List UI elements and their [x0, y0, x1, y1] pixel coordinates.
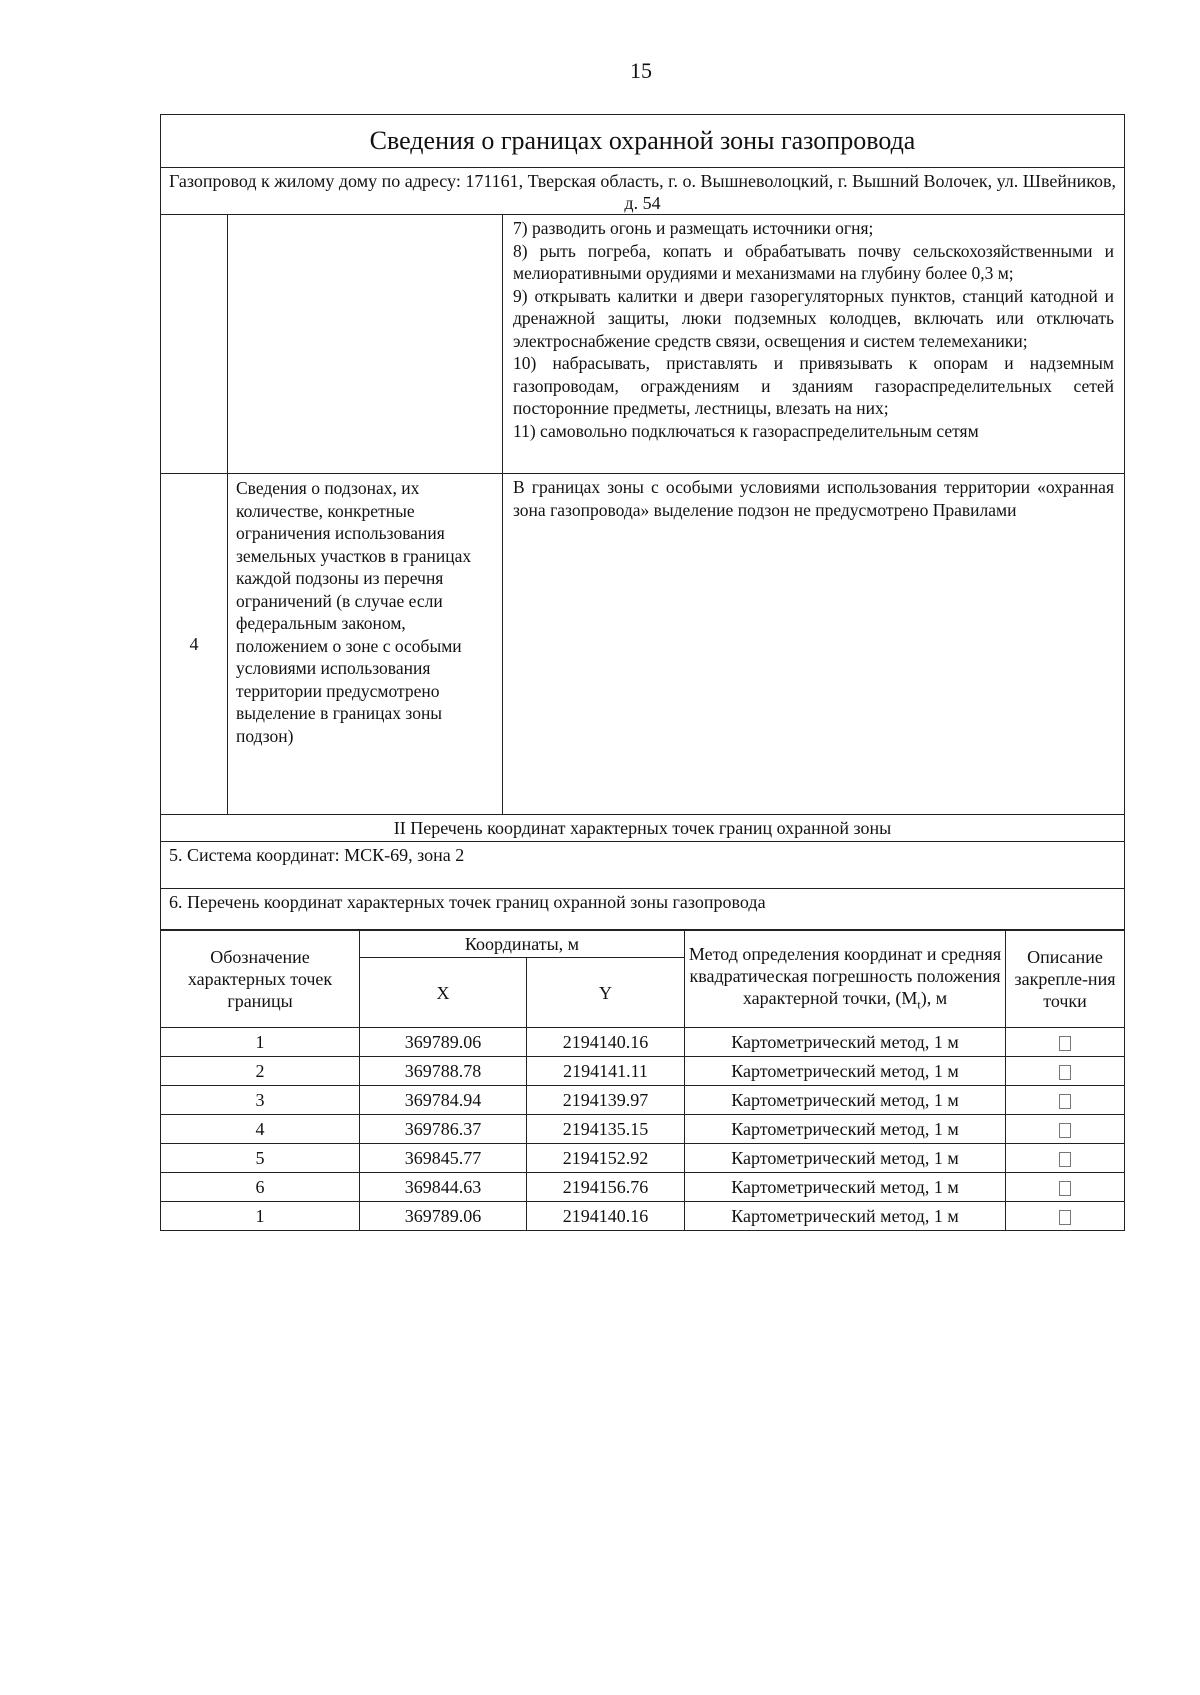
point-x: 369786.37: [360, 1115, 527, 1144]
table-row: [161, 1173, 1125, 1202]
point-y: 2194152.92: [527, 1144, 685, 1173]
point-anchor: [1006, 1173, 1125, 1202]
row-name-empty: [228, 215, 503, 474]
point-method: Картометрический метод, 1 м: [685, 1144, 1006, 1173]
table-row: [161, 1202, 1125, 1231]
point-x: 369789.06: [360, 1028, 527, 1057]
row-name: Сведения о подзонах, их количестве, конкретные ограничения использования земельных участков в границах каждой подзоны из перечня ограничений (в случае если федеральным законом, положением о зоне с особыми условиями использования территории предусмотрено выделение в границах зоны подзон): [228, 474, 503, 815]
row-value: В границах зоны с особыми условиями использования территории «охранная зона газопровода» выделение подзон не предусмотрено Правилами: [503, 474, 1125, 815]
document-title: Сведения о границах охранной зоны газопровода: [161, 115, 1125, 168]
header-y: Y: [527, 958, 685, 1028]
list-item: 11) самовольно подключаться к газораспределительным сетям: [513, 420, 979, 441]
row-number: 4: [161, 474, 228, 815]
empty-box-icon: [1059, 1065, 1071, 1080]
header-anchor: Описание закрепле-ния точки: [1006, 931, 1125, 1028]
table-row: [161, 1028, 1125, 1057]
point-id: 2: [161, 1057, 360, 1086]
point-anchor: [1006, 1086, 1125, 1115]
empty-box-icon: [1059, 1152, 1071, 1167]
point-id: 6: [161, 1173, 360, 1202]
point-x: 369844.63: [360, 1173, 527, 1202]
header-method: Метод определения координат и средняя квадратическая погрешность положения характерной точки, $(M_t)$, м: [685, 931, 1006, 1028]
row-number-empty: [161, 215, 228, 474]
pipeline-address: Газопровод к жилому дому по адресу: 171161, Тверская область, г. о. Вышневолоцкий, г. Вышний Волочек, ул. Швейников, д. 54: [161, 168, 1125, 215]
list-item: 10) набрасывать, приставлять и привязывать к опорам и надземным газопроводам, ограждениям и зданиям газораспределительных сетей посторонние предметы, лестницы, влезать на них;: [513, 353, 1114, 418]
point-method: Картометрический метод, 1 м: [685, 1028, 1006, 1057]
section-title: II Перечень координат характерных точек границ охранной зоны: [161, 815, 1125, 842]
coordinate-list-title: 6. Перечень координат характерных точек границ охранной зоны газопровода: [161, 889, 1125, 930]
point-anchor: [1006, 1115, 1125, 1144]
point-method: Картометрический метод, 1 м: [685, 1086, 1006, 1115]
point-id: 4: [161, 1115, 360, 1144]
coordinate-system: 5. Система координат: МСК-69, зона 2: [161, 842, 1125, 889]
empty-box-icon: [1059, 1210, 1071, 1225]
point-anchor: [1006, 1028, 1125, 1057]
zone-info-table: [160, 114, 1125, 930]
point-id: 5: [161, 1144, 360, 1173]
table-row: [161, 1115, 1125, 1144]
table-row: [161, 474, 1125, 815]
empty-box-icon: [1059, 1094, 1071, 1109]
point-y: 2194135.15: [527, 1115, 685, 1144]
point-x: 369845.77: [360, 1144, 527, 1173]
restrictions-list: [503, 215, 1125, 474]
point-y: 2194156.76: [527, 1173, 685, 1202]
point-method: Картометрический метод, 1 м: [685, 1115, 1006, 1144]
list-item: 7) разводить огонь и размещать источники огня;: [513, 218, 874, 238]
header-coords: Координаты, м: [360, 931, 685, 958]
point-y: 2194140.16: [527, 1202, 685, 1231]
point-anchor: [1006, 1202, 1125, 1231]
table-row: [161, 1057, 1125, 1086]
table-row: [161, 215, 1125, 474]
point-y: 2194139.97: [527, 1086, 685, 1115]
point-x: 369788.78: [360, 1057, 527, 1086]
list-item: 8) рыть погреба, копать и обрабатывать почву сельскохозяйственными и мелиоративными орудиями и механизмами на глубину более 0,3 м;: [513, 240, 1114, 283]
header-point: Обозначение характерных точек границы: [161, 931, 360, 1028]
empty-box-icon: [1059, 1036, 1071, 1051]
point-y: 2194141.11: [527, 1057, 685, 1086]
empty-box-icon: [1059, 1181, 1071, 1196]
list-item: 9) открывать калитки и двери газорегуляторных пунктов, станций катодной и дренажной защиты, люки подземных колодцев, включать или отключать электроснабжение средств связи, освещения и систем телемеханики;: [513, 285, 1114, 351]
point-anchor: [1006, 1144, 1125, 1173]
point-id: 1: [161, 1028, 360, 1057]
point-x: 369789.06: [360, 1202, 527, 1231]
point-y: 2194140.16: [527, 1028, 685, 1057]
document-sheet: [160, 114, 1125, 1231]
point-method: Картометрический метод, 1 м: [685, 1202, 1006, 1231]
point-id: 1: [161, 1202, 360, 1231]
point-method: Картометрический метод, 1 м: [685, 1173, 1006, 1202]
point-anchor: [1006, 1057, 1125, 1086]
point-id: 3: [161, 1086, 360, 1115]
header-x: X: [360, 958, 527, 1028]
point-method: Картометрический метод, 1 м: [685, 1057, 1006, 1086]
table-row: [161, 1144, 1125, 1173]
empty-box-icon: [1059, 1123, 1071, 1138]
table-row: [161, 1086, 1125, 1115]
point-x: 369784.94: [360, 1086, 527, 1115]
coordinates-table: [160, 930, 1125, 1231]
page-number: 15: [630, 58, 652, 83]
